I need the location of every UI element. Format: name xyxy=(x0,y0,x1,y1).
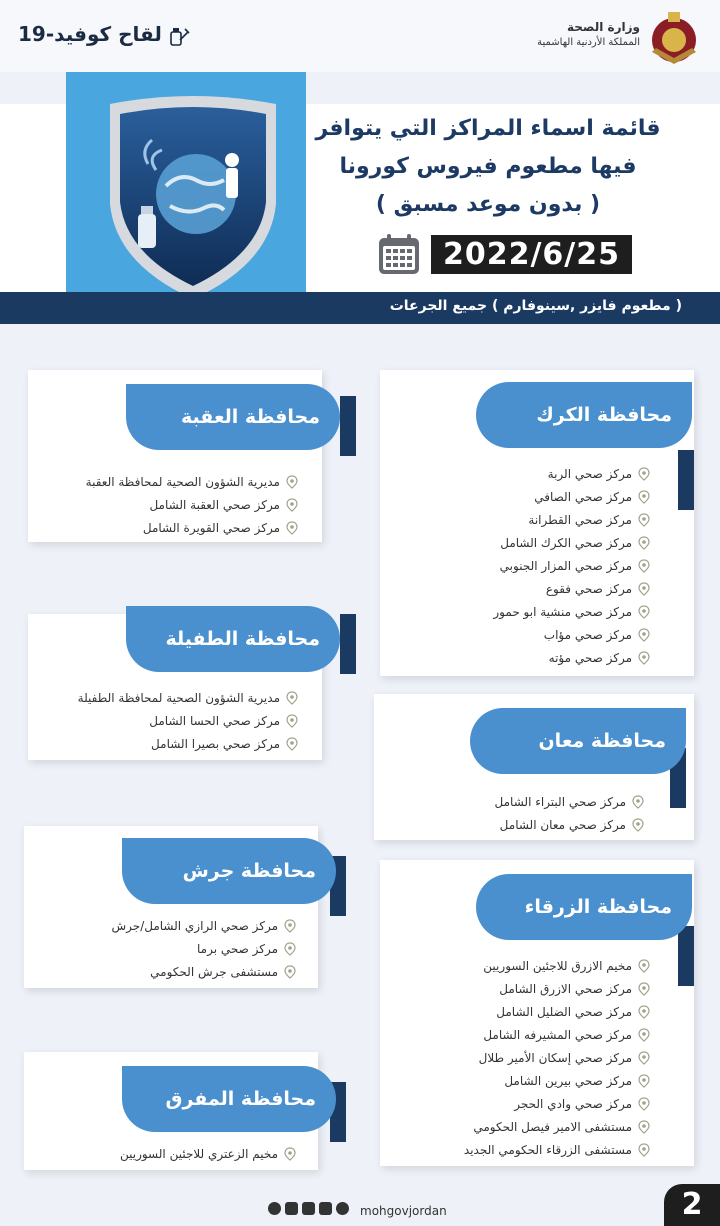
card-title-karak: محافظة الكرك xyxy=(536,404,672,426)
list-item xyxy=(493,646,650,669)
card-aqaba xyxy=(28,370,322,542)
list-item-label: مركز صحي بصيرا الشامل xyxy=(151,736,280,751)
location-pin-icon xyxy=(638,536,650,550)
headline-line-2: فيها مطعوم فيروس كورونا xyxy=(339,154,637,179)
list-item-label: مستشفى جرش الحكومي xyxy=(150,964,278,979)
ministry-name xyxy=(537,20,640,48)
list-item-label: مركز صحي الضليل الشامل xyxy=(496,1004,632,1019)
list-item-label: مستشفى الامير فيصل الحكومي xyxy=(473,1119,632,1134)
list-item xyxy=(112,937,297,960)
list-item xyxy=(78,686,298,709)
hero-section xyxy=(0,72,720,324)
facebook-icon[interactable] xyxy=(285,1202,298,1215)
list-item xyxy=(78,732,298,755)
card-title-zarqa: محافظة الزرقاء xyxy=(524,896,672,918)
card-mafraq xyxy=(24,1052,318,1170)
list-item-label: مركز صحي مؤته xyxy=(548,650,632,665)
card-title-maan: محافظة معان xyxy=(538,730,666,752)
card-header-zarqa xyxy=(476,874,692,940)
list-item xyxy=(464,1138,650,1161)
list-item xyxy=(493,623,650,646)
ministry-title: وزارة الصحة xyxy=(566,20,640,34)
list-item xyxy=(493,531,650,554)
page-number: 2 xyxy=(664,1184,720,1226)
list-item xyxy=(464,977,650,1000)
list-item xyxy=(464,1115,650,1138)
list-item-label: مركز صحي القويرة الشامل xyxy=(142,520,280,535)
list-item-label: مركز صحي الصافي xyxy=(534,489,632,504)
list-tafilah xyxy=(78,686,298,755)
date-label: 2022/6/25 xyxy=(431,235,632,274)
card-header-aqaba xyxy=(126,384,340,450)
twitter-icon[interactable] xyxy=(302,1202,315,1215)
jordan-crest-icon xyxy=(648,8,700,66)
ministry-kingdom: المملكة الأردنية الهاشمية xyxy=(537,37,640,48)
card-karak xyxy=(380,370,694,676)
list-karak xyxy=(493,462,650,669)
card-title-mafraq: محافظة المفرق xyxy=(165,1088,316,1110)
location-pin-icon xyxy=(638,1120,650,1134)
location-pin-icon xyxy=(638,467,650,481)
headline xyxy=(298,110,678,224)
location-pin-icon xyxy=(284,1147,296,1161)
location-pin-icon xyxy=(638,513,650,527)
list-item xyxy=(493,485,650,508)
vaccine-icon xyxy=(168,26,190,48)
list-item xyxy=(112,960,297,983)
card-header-mafraq xyxy=(122,1066,336,1132)
location-pin-icon xyxy=(638,1028,650,1042)
list-item xyxy=(464,1046,650,1069)
headline-line-3: ( بدون موعد مسبق ) xyxy=(375,192,601,217)
list-item-label: مستشفى الزرقاء الحكومي الجديد xyxy=(463,1142,632,1157)
list-item-label: مركز صحي المشيرفه الشامل xyxy=(483,1027,632,1042)
list-item-label: مركز صحي الربة xyxy=(547,466,632,481)
location-pin-icon xyxy=(286,737,298,751)
instagram-icon[interactable] xyxy=(319,1202,332,1215)
card-title-aqaba: محافظة العقبة xyxy=(180,406,320,428)
list-item xyxy=(464,1000,650,1023)
footer xyxy=(0,1178,720,1226)
location-pin-icon xyxy=(638,1005,650,1019)
location-pin-icon xyxy=(286,714,298,728)
list-maan xyxy=(495,790,644,836)
location-pin-icon xyxy=(638,651,650,665)
campaign-title: لقاح كوفيد-19 xyxy=(18,22,162,46)
location-pin-icon xyxy=(286,498,298,512)
list-item-label: مركز صحي المزار الجنوبي xyxy=(499,558,632,573)
list-zarqa xyxy=(464,954,650,1161)
top-bar xyxy=(0,0,720,72)
list-item xyxy=(86,516,298,539)
list-item-label: مركز صحي الحسا الشامل xyxy=(149,713,280,728)
location-pin-icon xyxy=(286,521,298,535)
list-item-label: مركز صحي فقوع xyxy=(545,581,632,596)
social-handle[interactable]: mohgovjordan xyxy=(360,1204,447,1218)
calendar-icon xyxy=(377,232,421,276)
list-item-label: مركز صحي البتراء الشامل xyxy=(494,794,626,809)
location-pin-icon xyxy=(286,691,298,705)
card-jerash xyxy=(24,826,318,988)
list-item-label: مركز صحي العقبة الشامل xyxy=(149,497,280,512)
list-item-label: مخيم الازرق للاجئين السوريين xyxy=(483,958,632,973)
date-row xyxy=(377,232,632,276)
list-item-label: مركز صحي منشية ابو حمور xyxy=(493,604,632,619)
list-aqaba xyxy=(86,470,298,539)
list-item-label: مركز صحي وادي الحجر xyxy=(514,1096,632,1111)
headline-line-1: قائمة اسماء المراكز التي يتوافر xyxy=(315,116,661,141)
vaccine-band xyxy=(0,292,720,324)
list-item-label: مركز صحي الكرك الشامل xyxy=(500,535,632,550)
location-pin-icon xyxy=(638,628,650,642)
card-title-tafilah: محافظة الطفيلة xyxy=(165,628,320,650)
card-maan xyxy=(374,694,694,840)
card-tab xyxy=(340,614,356,674)
list-item-label: مركز صحي الازرق الشامل xyxy=(499,981,632,996)
list-item xyxy=(464,954,650,977)
card-header-tafilah xyxy=(126,606,340,672)
list-item-label: مركز صحي إسكان الأمير طلال xyxy=(478,1050,632,1065)
list-item-label: مركز صحي معان الشامل xyxy=(499,817,626,832)
location-pin-icon xyxy=(284,942,296,956)
location-pin-icon xyxy=(638,559,650,573)
card-zarqa xyxy=(380,860,694,1166)
list-item-label: مركز صحي الرازي الشامل/جرش xyxy=(111,918,278,933)
card-header-jerash xyxy=(122,838,336,904)
location-pin-icon xyxy=(638,1051,650,1065)
list-item xyxy=(86,493,298,516)
location-pin-icon xyxy=(632,818,644,832)
card-title-jerash: محافظة جرش xyxy=(182,860,316,882)
list-item xyxy=(120,1142,296,1165)
list-item-label: مركز صحي برما xyxy=(197,941,278,956)
list-item xyxy=(495,813,644,836)
card-header-maan xyxy=(470,708,686,774)
social-icons xyxy=(268,1202,349,1215)
vaccine-types: ( مطعوم فايزر ,سينوفارم ) جميع الجرعات xyxy=(389,298,682,314)
list-item xyxy=(493,462,650,485)
list-item-label: مخيم الزعتري للاجئين السوريين xyxy=(119,1146,278,1161)
list-item xyxy=(493,577,650,600)
card-tab xyxy=(678,926,694,986)
web-icon[interactable] xyxy=(268,1202,281,1215)
location-pin-icon xyxy=(638,1074,650,1088)
list-item-label: مديرية الشؤون الصحية لمحافظة العقبة xyxy=(85,474,280,489)
list-item xyxy=(86,470,298,493)
list-item-label: مركز صحي القطرانة xyxy=(528,512,632,527)
location-pin-icon xyxy=(638,605,650,619)
shield-globe-icon xyxy=(100,94,286,304)
location-pin-icon xyxy=(638,582,650,596)
card-tab xyxy=(340,396,356,456)
location-pin-icon xyxy=(286,475,298,489)
card-header-karak xyxy=(476,382,692,448)
list-jerash xyxy=(112,914,297,983)
list-item xyxy=(112,914,297,937)
location-pin-icon xyxy=(638,982,650,996)
list-item-label: مركز صحي مؤاب xyxy=(543,627,632,642)
list-item xyxy=(493,508,650,531)
telegram-icon[interactable] xyxy=(336,1202,349,1215)
list-item xyxy=(78,709,298,732)
list-item-label: مديرية الشؤون الصحية لمحافظة الطفيلة xyxy=(77,690,280,705)
list-item xyxy=(464,1092,650,1115)
location-pin-icon xyxy=(284,965,296,979)
list-item xyxy=(464,1023,650,1046)
location-pin-icon xyxy=(638,1143,650,1157)
list-item xyxy=(493,600,650,623)
card-tafilah xyxy=(28,614,322,760)
list-mafraq xyxy=(120,1142,296,1165)
location-pin-icon xyxy=(638,490,650,504)
card-tab xyxy=(678,450,694,510)
list-item-label: مركز صحي بيرين الشامل xyxy=(504,1073,632,1088)
list-item xyxy=(493,554,650,577)
location-pin-icon xyxy=(284,919,296,933)
location-pin-icon xyxy=(638,959,650,973)
list-item xyxy=(464,1069,650,1092)
list-item xyxy=(495,790,644,813)
location-pin-icon xyxy=(638,1097,650,1111)
location-pin-icon xyxy=(632,795,644,809)
